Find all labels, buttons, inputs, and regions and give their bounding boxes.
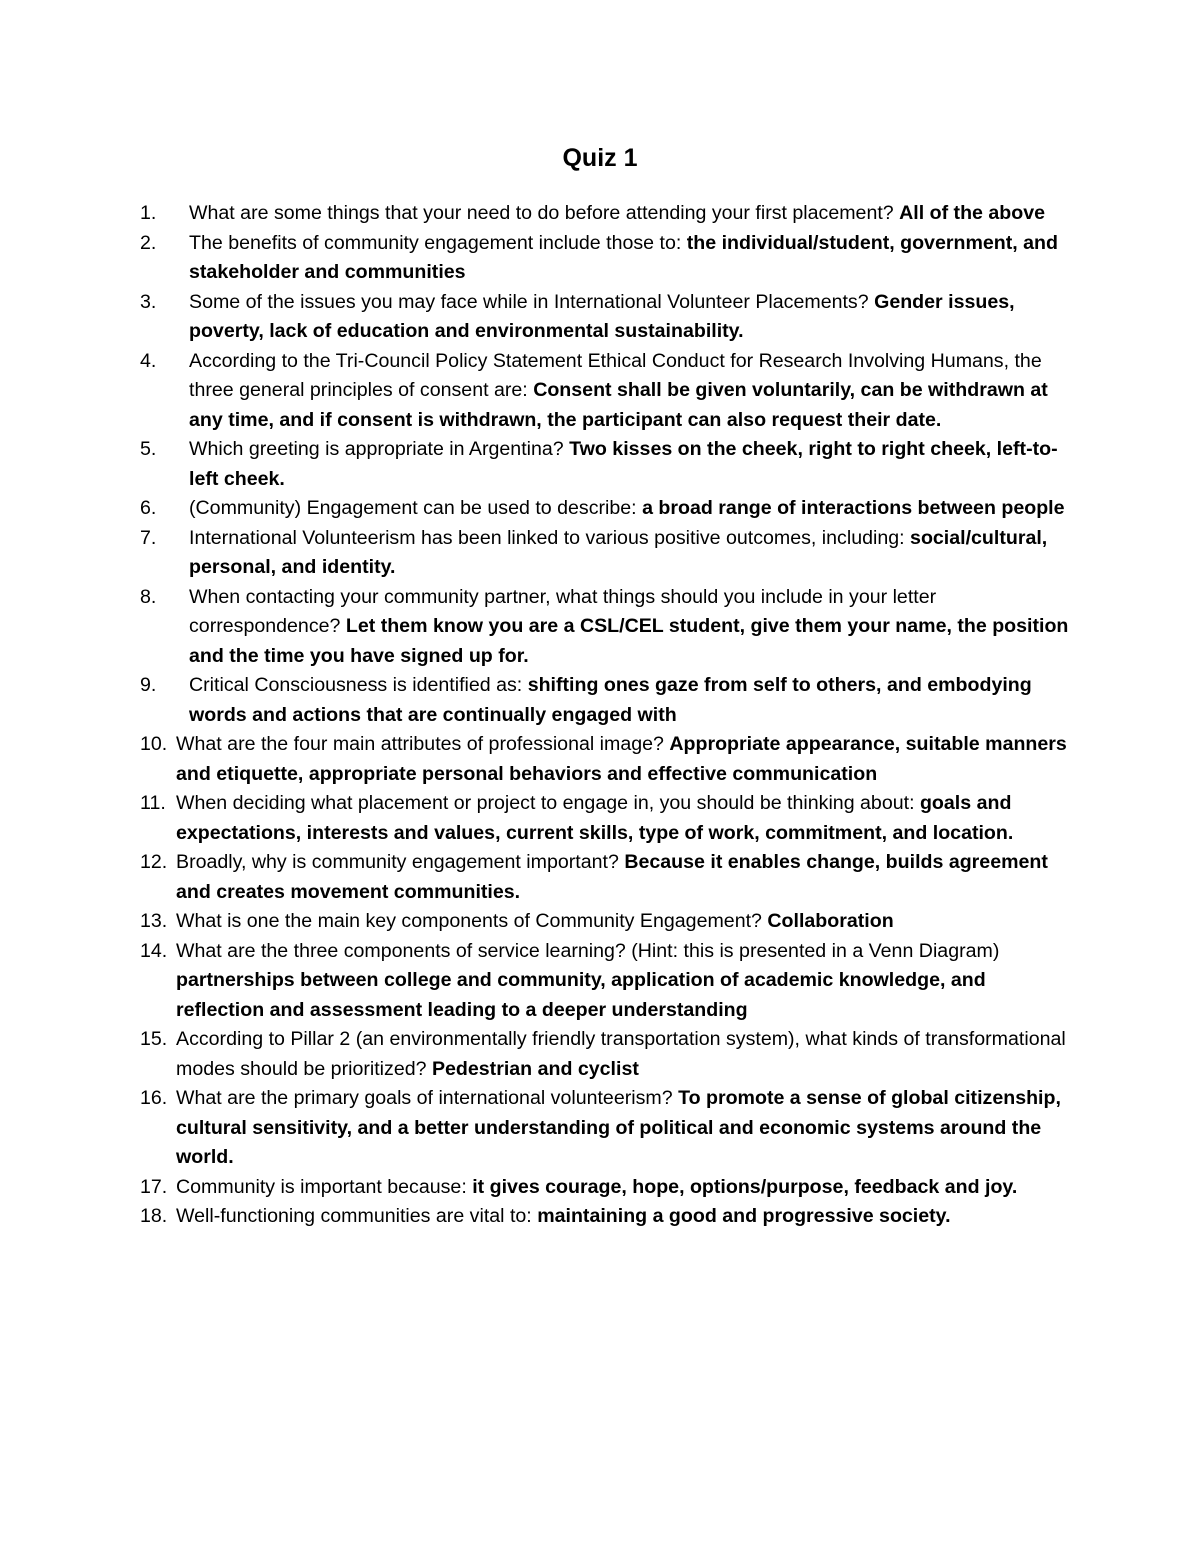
question-text: Which greeting is appropriate in Argentina? [189, 438, 570, 460]
answer-text: Consent shall be given voluntarily, can be withdrawn at any time, and if consent is withdrawn, the participant can also request their date. [189, 379, 1048, 431]
answer-text: it gives courage, hope, options/purpose, feedback and joy. [472, 1175, 1018, 1198]
item-text [176, 1202, 1070, 1232]
answer-text: Two kisses on the cheek, right to right cheek, left-to-left cheek. [189, 438, 1058, 490]
item-number: 10. [140, 733, 168, 755]
answer-text: To promote a sense of global citizenship, cultural sensitivity, and a better understanding of political and economic systems around the world. [176, 1087, 1061, 1168]
item-text [176, 848, 1070, 907]
page-title: Quiz 1 [562, 144, 638, 172]
answer-text: social/cultural, personal, and identity. [189, 526, 1048, 578]
item-text [176, 1025, 1070, 1084]
question-text: Critical Consciousness is identified as: [189, 674, 528, 696]
question-text: When contacting your community partner, what things should you include in your letter correspondence? [189, 585, 937, 637]
question-text: International Volunteerism has been linked to various positive outcomes, including: [189, 526, 911, 549]
quiz-item [140, 494, 1070, 524]
question-text: What are the primary goals of international volunteerism? [176, 1087, 679, 1109]
item-text [176, 1084, 1070, 1173]
item-text [176, 583, 1070, 672]
quiz-item [140, 907, 1070, 937]
question-text: The benefits of community engagement include those to: [189, 231, 687, 254]
item-text [176, 288, 1070, 347]
question-text: Some of the issues you may face while in International Volunteer Placements? [189, 290, 875, 313]
answer-text: Gender issues, poverty, lack of education and environmental sustainability. [189, 290, 1015, 342]
question-text: (Community) Engagement can be used to describe: [189, 497, 643, 519]
item-number: 4. [140, 349, 157, 372]
answer-text: Pedestrian and cyclist [431, 1057, 639, 1080]
question-text: Well-functioning communities are vital to: [176, 1205, 538, 1227]
item-number: 14. [140, 939, 168, 962]
item-number: 9. [140, 674, 157, 696]
quiz-item [140, 789, 1070, 848]
quiz-item [140, 1202, 1070, 1232]
item-text [176, 730, 1070, 789]
quiz-item [140, 347, 1070, 436]
answer-text: maintaining a good and progressive society. [537, 1205, 951, 1227]
quiz-item [140, 937, 1070, 1026]
item-number: 5. [140, 438, 157, 460]
item-text [176, 494, 1070, 524]
answer-text: shifting ones gaze from self to others, and embodying words and actions that are continually engaged with [189, 674, 1032, 726]
quiz-item [140, 524, 1070, 583]
item-number: 13. [140, 910, 168, 932]
question-text: Broadly, why is community engagement important? [176, 851, 625, 873]
item-number: 16. [140, 1087, 168, 1109]
quiz-item [140, 1025, 1070, 1084]
item-number: 12. [140, 851, 168, 873]
item-number: 18. [140, 1205, 168, 1227]
quiz-item [140, 288, 1070, 347]
quiz-question-list [140, 199, 1070, 1232]
item-number: 3. [140, 290, 157, 313]
answer-text: goals and expectations, interests and values, current skills, type of work, commitment, and location. [176, 792, 1014, 844]
item-text [176, 435, 1070, 494]
item-number: 11. [140, 792, 166, 814]
quiz-item [140, 199, 1070, 229]
item-number: 8. [140, 585, 157, 608]
question-text: What are the three components of service learning? (Hint: this is presented in a Venn Diagram) [176, 939, 1000, 962]
question-text: According to Pillar 2 (an environmentally friendly transportation system), what kinds of transformational modes should be prioritized? [176, 1028, 1066, 1080]
answer-text: Collaboration [767, 910, 894, 932]
item-text [176, 524, 1070, 583]
item-text [176, 1173, 1070, 1203]
quiz-item [140, 1084, 1070, 1173]
item-text [176, 937, 1070, 1026]
item-number: 15. [140, 1028, 168, 1050]
item-text [176, 347, 1070, 436]
item-number: 2. [140, 231, 157, 254]
answer-text: Because it enables change, builds agreement and creates movement communities. [176, 851, 1048, 903]
item-text [176, 671, 1070, 730]
question-text: When deciding what placement or project to engage in, you should be thinking about: [176, 792, 920, 814]
quiz-item [140, 229, 1070, 288]
item-number: 7. [140, 526, 157, 549]
quiz-item [140, 671, 1070, 730]
question-text: Community is important because: [176, 1175, 473, 1198]
answer-text: All of the above [899, 202, 1046, 224]
answer-text: Appropriate appearance, suitable manners and etiquette, appropriate personal behaviors and effective communication [176, 733, 1067, 785]
quiz-item [140, 435, 1070, 494]
question-text: What are the four main attributes of professional image? [176, 733, 670, 755]
answer-text: partnerships between college and community, application of academic knowledge, and reflection and assessment leading to a deeper understanding [176, 969, 986, 1021]
item-text [176, 199, 1070, 229]
item-text [176, 907, 1070, 937]
quiz-item [140, 730, 1070, 789]
quiz-item [140, 583, 1070, 672]
answer-text: the individual/student, government, and stakeholder and communities [189, 231, 1058, 283]
item-text [176, 229, 1070, 288]
question-text: According to the Tri-Council Policy Statement Ethical Conduct for Research Involving Humans, the three general principles of consent are: [189, 349, 1042, 401]
item-number: 1. [140, 202, 157, 224]
quiz-item [140, 1173, 1070, 1203]
quiz-item [140, 848, 1070, 907]
item-text [176, 789, 1070, 848]
item-number: 17. [140, 1175, 168, 1198]
item-number: 6. [140, 497, 157, 519]
question-text: What is one the main key components of Community Engagement? [176, 910, 768, 932]
question-text: What are some things that your need to do before attending your first placement? [189, 202, 900, 224]
answer-text: a broad range of interactions between people [642, 497, 1065, 519]
answer-text: Let them know you are a CSL/CEL student, give them your name, the position and the time you have signed up for. [189, 615, 1069, 667]
